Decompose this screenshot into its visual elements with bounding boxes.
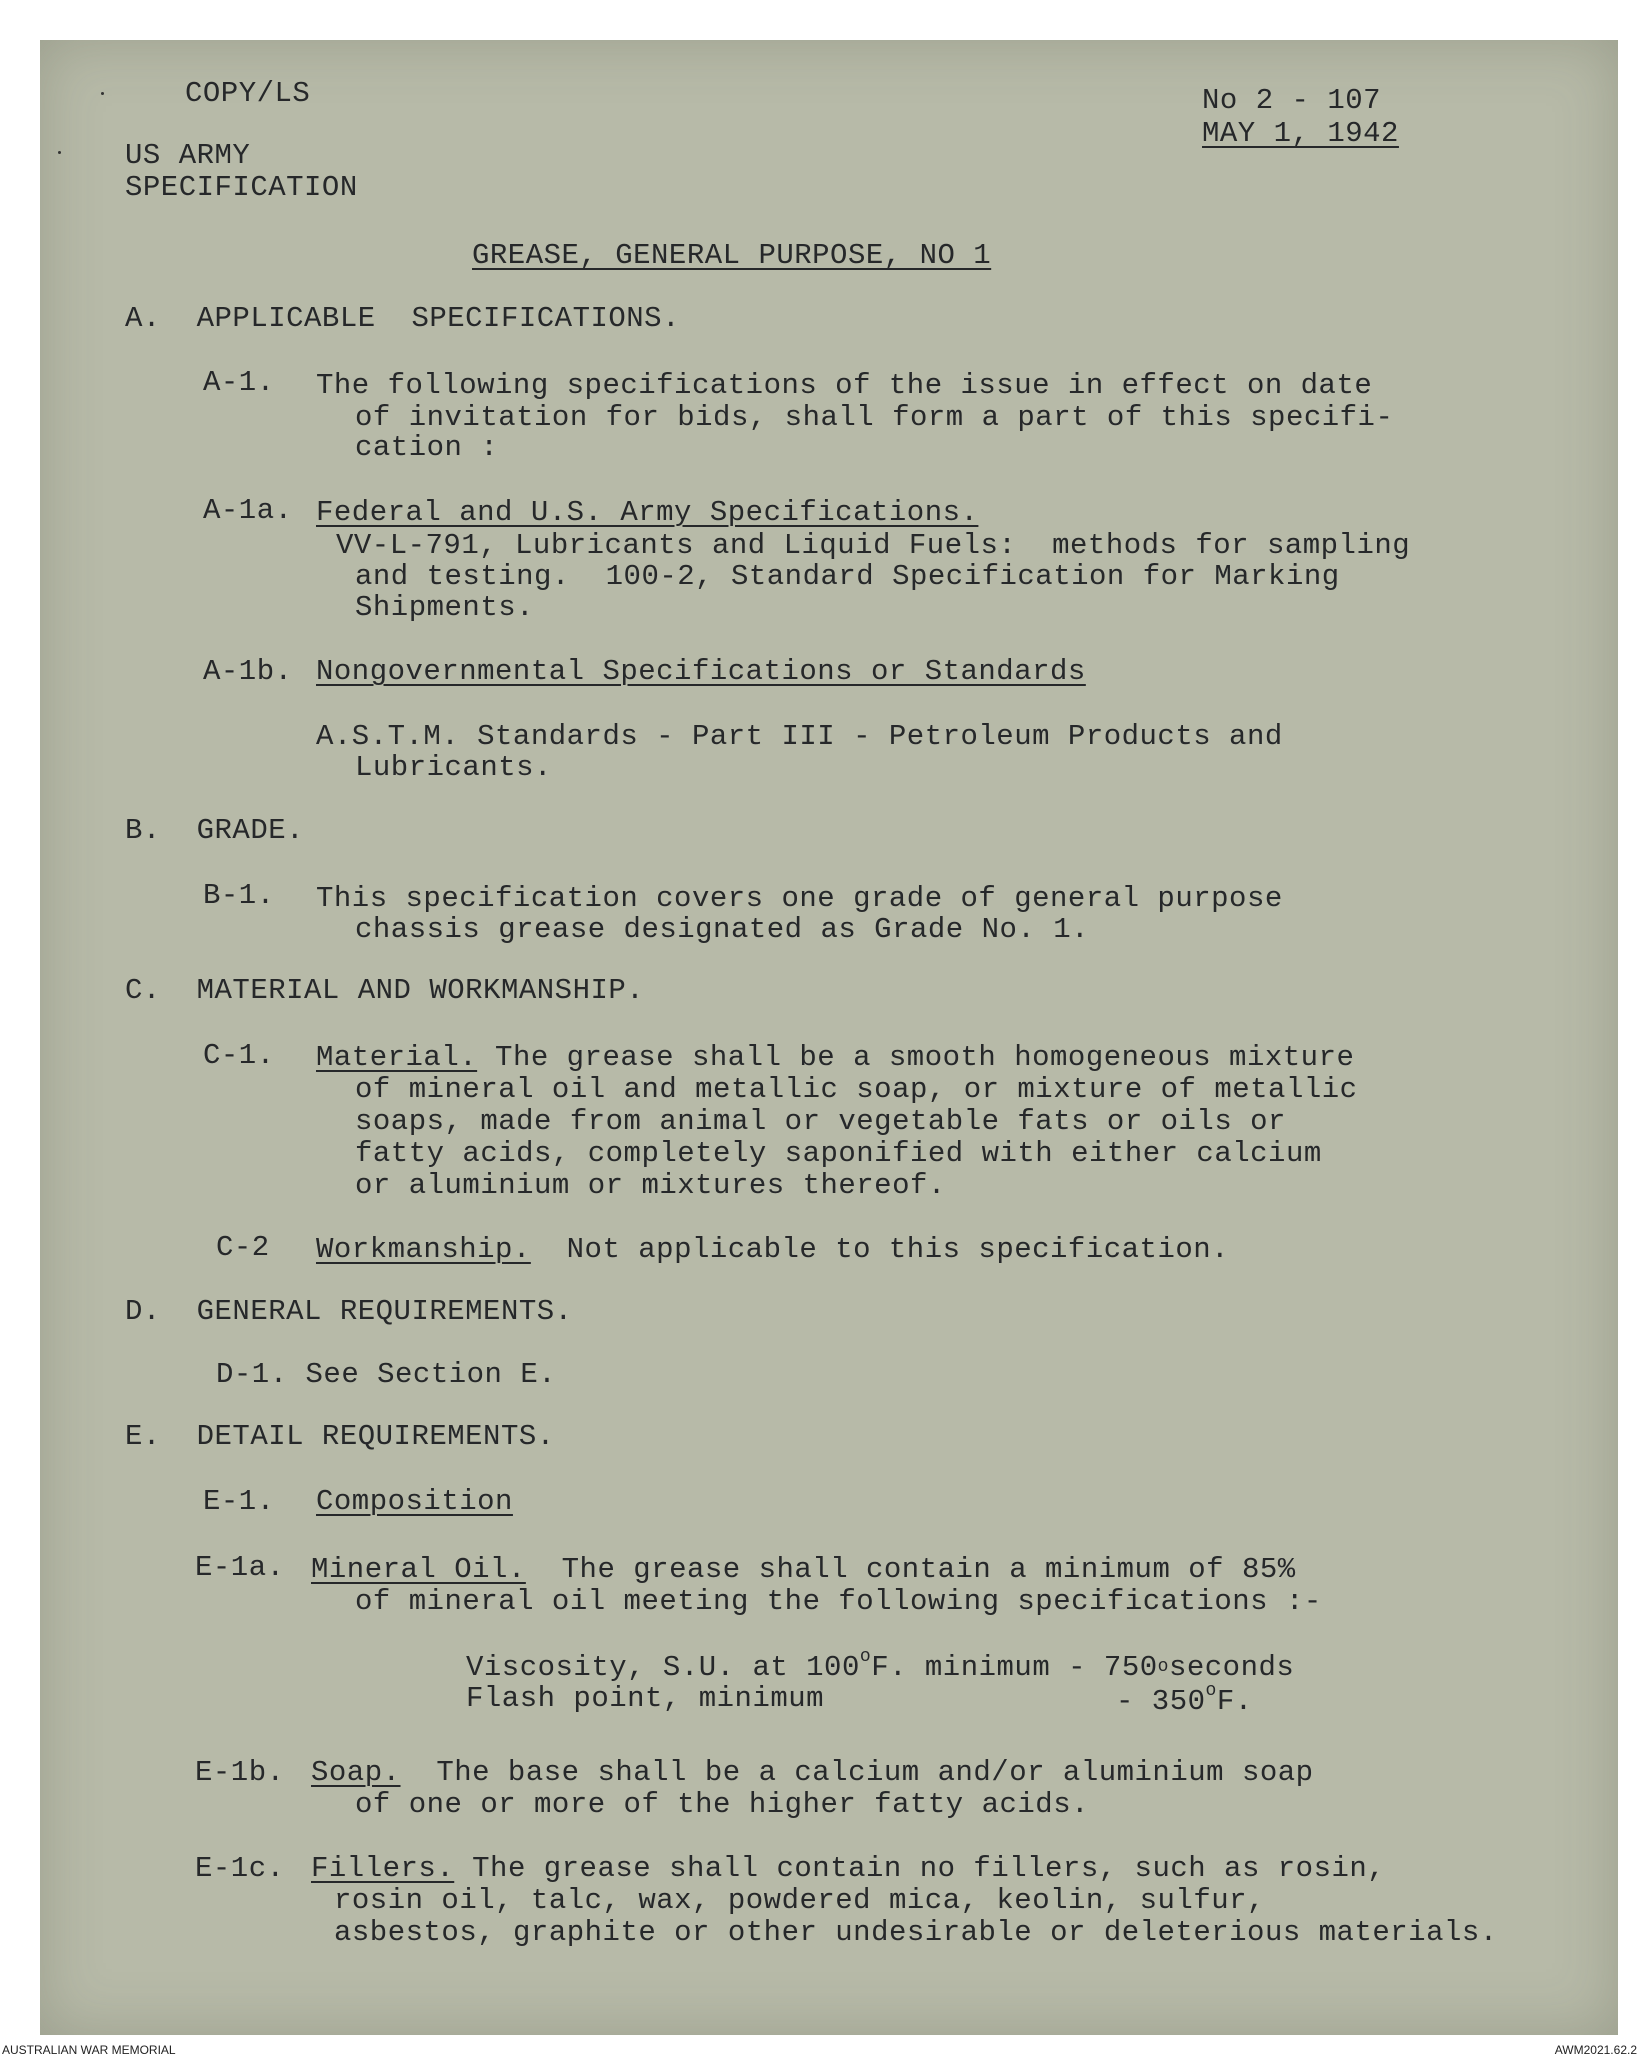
e1a-text-1: The grease shall contain a minimum of 85% xyxy=(525,1553,1296,1586)
e1a-line-2: of mineral oil meeting the following specifications :- xyxy=(355,1585,1322,1618)
e1c-number: E-1c. xyxy=(195,1852,285,1885)
viscosity-label: Viscosity, S.U. at 100 xyxy=(466,1651,860,1684)
a1a-number: A-1a. xyxy=(203,494,293,527)
section-e-heading: E. DETAIL REQUIREMENTS. xyxy=(125,1420,555,1453)
a1-line-3: cation : xyxy=(355,431,499,464)
footer-source: AUSTRALIAN WAR MEMORIAL xyxy=(2,2043,176,2057)
e1b-text-1: The base shall be a calcium and/or aluminium soap xyxy=(400,1756,1314,1789)
a1b-number: A-1b. xyxy=(203,655,293,688)
viscosity-unit: seconds xyxy=(1168,1651,1295,1684)
degree-mark: o xyxy=(859,1647,872,1667)
c2-title: Workmanship. xyxy=(316,1233,531,1266)
e1c-line-3: asbestos, graphite or other undesirable or deleterious materials. xyxy=(334,1916,1498,1949)
c1-line-4: fatty acids, completely saponified with either calcium xyxy=(355,1137,1322,1170)
flash-label: Flash point, minimum xyxy=(466,1682,825,1715)
a1-line-1: The following specifications of the issue in effect on date xyxy=(316,369,1373,402)
flash-number: - 350 xyxy=(1116,1685,1206,1718)
degree-mark: o xyxy=(1157,1657,1169,1677)
e1b-line-1 xyxy=(311,1757,1314,1789)
c1-line-5: or aluminium or mixtures thereof. xyxy=(355,1169,946,1202)
c1-text-1: The grease shall be a smooth homogeneous mixture xyxy=(477,1041,1355,1074)
copy-label: COPY/LS xyxy=(185,77,311,110)
spec-date: MAY 1, 1942 xyxy=(1202,117,1399,150)
e1a-line-1 xyxy=(311,1554,1296,1586)
c2-number: C-2 xyxy=(216,1231,270,1264)
b1-number: B-1. xyxy=(203,879,275,912)
viscosity-value: F. minimum - 750 xyxy=(871,1651,1158,1684)
a1a-line-1: VV-L-791, Lubricants and Liquid Fuels: methods for sampling xyxy=(336,529,1411,562)
section-d-heading: D. GENERAL REQUIREMENTS. xyxy=(125,1295,573,1328)
page-title: GREASE, GENERAL PURPOSE, NO 1 xyxy=(472,239,992,272)
e1c-line-1 xyxy=(311,1853,1385,1885)
a1a-line-3: Shipments. xyxy=(355,591,535,624)
e1c-text-1: The grease shall contain no fillers, such as rosin, xyxy=(454,1852,1386,1885)
b1-line-2: chassis grease designated as Grade No. 1. xyxy=(355,913,1090,946)
c2-line-1 xyxy=(316,1234,1229,1266)
e1a-title: Mineral Oil. xyxy=(311,1553,526,1586)
b1-line-1: This specification covers one grade of general purpose xyxy=(316,882,1283,915)
c1-title: Material. xyxy=(316,1041,478,1074)
section-a-heading: A. APPLICABLE SPECIFICATIONS. xyxy=(125,302,680,335)
a1-number: A-1. xyxy=(203,366,275,399)
margin-mark xyxy=(101,92,104,95)
flash-value xyxy=(1116,1681,1253,1721)
e1-title: Composition xyxy=(316,1485,513,1518)
a1b-line-2: Lubricants. xyxy=(355,751,552,784)
section-b-heading: B. GRADE. xyxy=(125,814,305,847)
c1-number: C-1. xyxy=(203,1039,275,1072)
a1-line-2: of invitation for bids, shall form a part of this specifi- xyxy=(355,401,1394,434)
section-c-heading: C. MATERIAL AND WORKMANSHIP. xyxy=(125,974,645,1007)
d1-line: D-1. See Section E. xyxy=(216,1358,557,1391)
e1-number: E-1. xyxy=(203,1485,275,1518)
a1a-title: Federal and U.S. Army Specifications. xyxy=(316,496,979,529)
org-line-1: US ARMY xyxy=(125,139,251,172)
margin-mark xyxy=(58,151,61,154)
c1-line-2: of mineral oil and metallic soap, or mixture of metallic xyxy=(355,1073,1358,1106)
c1-line-1 xyxy=(316,1042,1354,1074)
e1b-number: E-1b. xyxy=(195,1756,285,1789)
org-line-2: SPECIFICATION xyxy=(125,171,358,204)
flash-unit: F. xyxy=(1216,1685,1253,1718)
c2-text-1: Not applicable to this specification. xyxy=(530,1233,1230,1266)
e1a-number: E-1a. xyxy=(195,1551,285,1584)
a1b-line-1: A.S.T.M. Standards - Part III - Petroleum Products and xyxy=(316,720,1283,753)
spec-number: No 2 - 107 xyxy=(1202,84,1382,117)
e1c-line-2: rosin oil, talc, wax, powdered mica, keolin, sulfur, xyxy=(334,1884,1265,1917)
degree-mark: o xyxy=(1205,1681,1217,1701)
e1b-title: Soap. xyxy=(311,1756,401,1789)
footer-accession: AWM2021.62.2 xyxy=(1554,2043,1637,2057)
e1c-title: Fillers. xyxy=(311,1852,455,1885)
document-page xyxy=(40,40,1618,2035)
c1-line-3: soaps, made from animal or vegetable fats or oils or xyxy=(355,1105,1286,1138)
a1a-line-2: and testing. 100-2, Standard Specification for Marking xyxy=(355,560,1340,593)
a1b-title: Nongovernmental Specifications or Standards xyxy=(316,655,1086,688)
e1b-line-2: of one or more of the higher fatty acids. xyxy=(355,1788,1090,1821)
